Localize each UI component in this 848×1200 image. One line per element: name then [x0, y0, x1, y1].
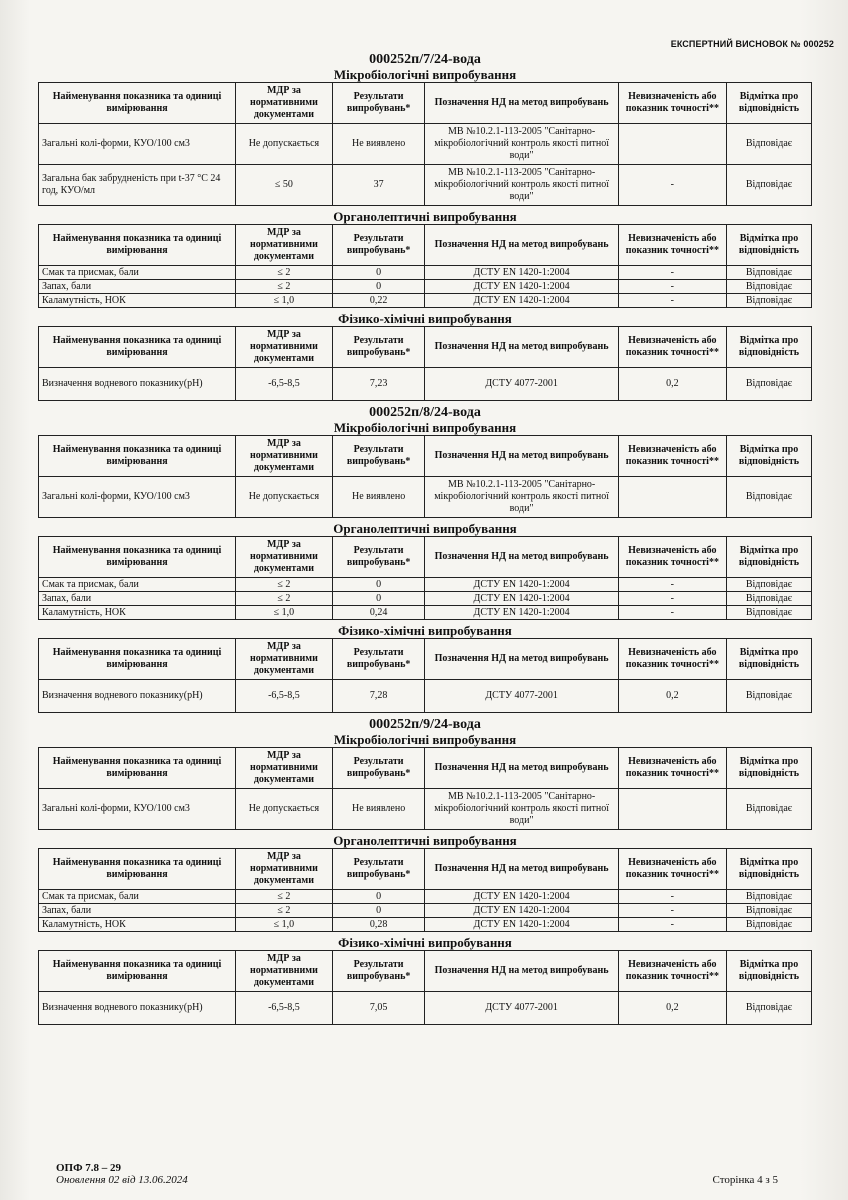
column-header-results: Результати випробувань*	[332, 748, 425, 789]
column-header-mdr: МДР за нормативними документами	[236, 639, 333, 680]
table-header-row	[39, 951, 812, 992]
column-header-name: Найменування показника та одиниці вимірювання	[39, 849, 236, 890]
column-header-mark: Відмітка про відповідність	[726, 951, 811, 992]
column-header-name: Найменування показника та одиниці вимірювання	[39, 327, 236, 368]
column-header-mdr: МДР за нормативними документами	[236, 748, 333, 789]
cell-result: Не виявлено	[332, 789, 425, 830]
cell-mark: Відповідає	[726, 904, 811, 918]
table-row	[39, 890, 812, 904]
cell-mdr: ≤ 1,0	[236, 294, 333, 308]
results-table	[38, 536, 812, 620]
cell-result: 7,28	[332, 680, 425, 713]
form-code: ОПФ 7.8 – 29	[56, 1162, 122, 1174]
cell-mark: Відповідає	[726, 918, 811, 932]
cell-mark: Відповідає	[726, 368, 811, 401]
cell-nd: МВ №10.2.1-113-2005 "Санітарно-мікробіологічний контроль якості питної води"	[425, 124, 618, 165]
cell-mark: Відповідає	[726, 992, 811, 1025]
cell-mark: Відповідає	[726, 124, 811, 165]
table-header-row	[39, 537, 812, 578]
cell-result: 0	[332, 904, 425, 918]
cell-nd: ДСТУ 4077-2001	[425, 368, 618, 401]
cell-uncert: 0,2	[618, 368, 726, 401]
cell-result: Не виявлено	[332, 477, 425, 518]
cell-result: 0	[332, 592, 425, 606]
cell-name: Каламутність, НОК	[39, 918, 236, 932]
table-row	[39, 165, 812, 206]
column-header-uncert: Невизначеність або показник точності**	[618, 951, 726, 992]
cell-result: Не виявлено	[332, 124, 425, 165]
cell-nd: ДСТУ EN 1420-1:2004	[425, 294, 618, 308]
column-header-results: Результати випробувань*	[332, 436, 425, 477]
table-row	[39, 904, 812, 918]
organoleptic-section	[38, 834, 812, 932]
cell-result: 7,05	[332, 992, 425, 1025]
cell-mdr: -6,5-8,5	[236, 680, 333, 713]
column-header-nd: Позначення НД на метод випробувань	[425, 225, 618, 266]
cell-name: Загальні колі-форми, КУО/100 см3	[39, 789, 236, 830]
form-footer	[56, 1162, 188, 1186]
cell-mark: Відповідає	[726, 890, 811, 904]
table-row	[39, 918, 812, 932]
organoleptic-section-title: Органолептичні випробування	[333, 521, 517, 536]
cell-mdr: ≤ 1,0	[236, 918, 333, 932]
results-table	[38, 224, 812, 308]
cell-uncert: -	[618, 294, 726, 308]
sample-title: 000252п/8/24-вода	[369, 405, 481, 420]
cell-uncert: -	[618, 266, 726, 280]
table-row	[39, 266, 812, 280]
cell-mark: Відповідає	[726, 680, 811, 713]
column-header-mark: Відмітка про відповідність	[726, 83, 811, 124]
cell-name: Визначення водневого показнику(рН)	[39, 992, 236, 1025]
physico-chemical-section-title: Фізико-хімічні випробування	[338, 623, 512, 638]
column-header-uncert: Невизначеність або показник точності**	[618, 639, 726, 680]
cell-result: 0,24	[332, 606, 425, 620]
cell-nd: ДСТУ EN 1420-1:2004	[425, 918, 618, 932]
column-header-mark: Відмітка про відповідність	[726, 537, 811, 578]
cell-uncert: -	[618, 592, 726, 606]
column-header-nd: Позначення НД на метод випробувань	[425, 849, 618, 890]
column-header-nd: Позначення НД на метод випробувань	[425, 436, 618, 477]
results-table	[38, 848, 812, 932]
column-header-results: Результати випробувань*	[332, 951, 425, 992]
cell-uncert: -	[618, 890, 726, 904]
cell-mdr: Не допускається	[236, 789, 333, 830]
cell-mark: Відповідає	[726, 165, 811, 206]
column-header-mdr: МДР за нормативними документами	[236, 951, 333, 992]
cell-result: 0	[332, 890, 425, 904]
results-table	[38, 326, 812, 401]
cell-uncert: -	[618, 578, 726, 592]
cell-nd: ДСТУ 4077-2001	[425, 992, 618, 1025]
table-header-row	[39, 436, 812, 477]
cell-name: Загальні колі-форми, КУО/100 см3	[39, 124, 236, 165]
cell-mdr: -6,5-8,5	[236, 368, 333, 401]
column-header-results: Результати випробувань*	[332, 83, 425, 124]
column-header-name: Найменування показника та одиниці вимірювання	[39, 83, 236, 124]
cell-name: Загальна бак забрудненість при t-37 °С 24 год, КУО/мл	[39, 165, 236, 206]
cell-result: 0	[332, 266, 425, 280]
cell-result: 0,22	[332, 294, 425, 308]
table-row	[39, 592, 812, 606]
results-table	[38, 435, 812, 518]
column-header-uncert: Невизначеність або показник точності**	[618, 849, 726, 890]
cell-mdr: ≤ 2	[236, 578, 333, 592]
table-header-row	[39, 327, 812, 368]
column-header-nd: Позначення НД на метод випробувань	[425, 748, 618, 789]
column-header-uncert: Невизначеність або показник точності**	[618, 537, 726, 578]
cell-mark: Відповідає	[726, 578, 811, 592]
cell-result: 7,23	[332, 368, 425, 401]
results-table	[38, 82, 812, 206]
column-header-mark: Відмітка про відповідність	[726, 748, 811, 789]
column-header-name: Найменування показника та одиниці вимірювання	[39, 748, 236, 789]
table-row	[39, 280, 812, 294]
column-header-mdr: МДР за нормативними документами	[236, 537, 333, 578]
column-header-mark: Відмітка про відповідність	[726, 849, 811, 890]
cell-mark: Відповідає	[726, 477, 811, 518]
results-table	[38, 638, 812, 713]
form-update-date: Оновлення 02 від 13.06.2024	[56, 1174, 188, 1186]
organoleptic-section-title: Органолептичні випробування	[333, 209, 517, 224]
cell-uncert: -	[618, 165, 726, 206]
cell-name: Каламутність, НОК	[39, 294, 236, 308]
cell-mark: Відповідає	[726, 280, 811, 294]
cell-name: Визначення водневого показнику(рН)	[39, 680, 236, 713]
table-header-row	[39, 748, 812, 789]
table-row	[39, 680, 812, 713]
column-header-nd: Позначення НД на метод випробувань	[425, 639, 618, 680]
cell-mark: Відповідає	[726, 592, 811, 606]
page-number: Сторінка 4 з 5	[712, 1174, 778, 1186]
cell-mark: Відповідає	[726, 266, 811, 280]
cell-result: 0,28	[332, 918, 425, 932]
table-header-row	[39, 849, 812, 890]
cell-name: Запах, бали	[39, 592, 236, 606]
column-header-name: Найменування показника та одиниці вимірювання	[39, 951, 236, 992]
organoleptic-section	[38, 522, 812, 620]
column-header-mdr: МДР за нормативними документами	[236, 849, 333, 890]
column-header-uncert: Невизначеність або показник точності**	[618, 83, 726, 124]
physico-chemical-section-title: Фізико-хімічні випробування	[338, 311, 512, 326]
sample-title: 000252п/7/24-вода	[369, 52, 481, 67]
organoleptic-section-title: Органолептичні випробування	[333, 833, 517, 848]
cell-nd: ДСТУ EN 1420-1:2004	[425, 606, 618, 620]
cell-name: Запах, бали	[39, 904, 236, 918]
column-header-results: Результати випробувань*	[332, 225, 425, 266]
cell-mark: Відповідає	[726, 606, 811, 620]
column-header-mdr: МДР за нормативними документами	[236, 225, 333, 266]
cell-uncert: -	[618, 280, 726, 294]
cell-nd: ДСТУ EN 1420-1:2004	[425, 592, 618, 606]
cell-mdr: Не допускається	[236, 124, 333, 165]
column-header-uncert: Невизначеність або показник точності**	[618, 225, 726, 266]
column-header-uncert: Невизначеність або показник точності**	[618, 748, 726, 789]
column-header-mark: Відмітка про відповідність	[726, 225, 811, 266]
organoleptic-section	[38, 210, 812, 308]
cell-nd: МВ №10.2.1-113-2005 "Санітарно-мікробіологічний контроль якості питної води"	[425, 477, 618, 518]
cell-nd: ДСТУ EN 1420-1:2004	[425, 266, 618, 280]
cell-mdr: ≤ 1,0	[236, 606, 333, 620]
column-header-nd: Позначення НД на метод випробувань	[425, 83, 618, 124]
sample-title: 000252п/9/24-вода	[369, 717, 481, 732]
column-header-mark: Відмітка про відповідність	[726, 639, 811, 680]
results-table	[38, 950, 812, 1025]
table-header-row	[39, 225, 812, 266]
table-row	[39, 992, 812, 1025]
cell-result: 37	[332, 165, 425, 206]
cell-name: Смак та присмак, бали	[39, 578, 236, 592]
cell-mdr: Не допускається	[236, 477, 333, 518]
column-header-results: Результати випробувань*	[332, 537, 425, 578]
column-header-uncert: Невизначеність або показник точності**	[618, 436, 726, 477]
column-header-uncert: Невизначеність або показник точності**	[618, 327, 726, 368]
cell-mdr: ≤ 2	[236, 904, 333, 918]
cell-result: 0	[332, 280, 425, 294]
cell-uncert	[618, 124, 726, 165]
cell-name: Смак та присмак, бали	[39, 890, 236, 904]
cell-mdr: ≤ 2	[236, 266, 333, 280]
cell-mdr: ≤ 2	[236, 592, 333, 606]
column-header-results: Результати випробувань*	[332, 327, 425, 368]
results-table	[38, 747, 812, 830]
column-header-mark: Відмітка про відповідність	[726, 436, 811, 477]
document-reference: ЕКСПЕРТНИЙ ВИСНОВОК № 000252	[670, 39, 834, 49]
cell-result: 0	[332, 578, 425, 592]
physico-chemical-section	[38, 312, 812, 401]
microbiology-section-title: Мікробіологічні випробування	[333, 732, 517, 747]
cell-nd: ДСТУ 4077-2001	[425, 680, 618, 713]
column-header-mark: Відмітка про відповідність	[726, 327, 811, 368]
cell-uncert: -	[618, 606, 726, 620]
column-header-results: Результати випробувань*	[332, 849, 425, 890]
cell-uncert: 0,2	[618, 680, 726, 713]
column-header-mdr: МДР за нормативними документами	[236, 83, 333, 124]
cell-nd: ДСТУ EN 1420-1:2004	[425, 280, 618, 294]
report-content	[38, 52, 812, 1029]
microbiology-section-title: Мікробіологічні випробування	[333, 420, 517, 435]
column-header-results: Результати випробувань*	[332, 639, 425, 680]
table-row	[39, 368, 812, 401]
cell-uncert	[618, 477, 726, 518]
table-row	[39, 789, 812, 830]
column-header-nd: Позначення НД на метод випробувань	[425, 951, 618, 992]
cell-mdr: ≤ 50	[236, 165, 333, 206]
cell-nd: МВ №10.2.1-113-2005 "Санітарно-мікробіологічний контроль якості питної води"	[425, 165, 618, 206]
cell-mdr: -6,5-8,5	[236, 992, 333, 1025]
table-row	[39, 606, 812, 620]
microbiology-section	[38, 421, 812, 518]
microbiology-section	[38, 733, 812, 830]
physico-chemical-section-title: Фізико-хімічні випробування	[338, 935, 512, 950]
cell-uncert	[618, 789, 726, 830]
table-row	[39, 477, 812, 518]
physico-chemical-section	[38, 936, 812, 1025]
column-header-mdr: МДР за нормативними документами	[236, 327, 333, 368]
cell-mdr: ≤ 2	[236, 280, 333, 294]
cell-nd: ДСТУ EN 1420-1:2004	[425, 578, 618, 592]
column-header-nd: Позначення НД на метод випробувань	[425, 537, 618, 578]
cell-name: Смак та присмак, бали	[39, 266, 236, 280]
table-header-row	[39, 83, 812, 124]
column-header-name: Найменування показника та одиниці вимірювання	[39, 537, 236, 578]
cell-uncert: -	[618, 904, 726, 918]
table-row	[39, 578, 812, 592]
cell-nd: ДСТУ EN 1420-1:2004	[425, 890, 618, 904]
table-header-row	[39, 639, 812, 680]
cell-nd: МВ №10.2.1-113-2005 "Санітарно-мікробіологічний контроль якості питної води"	[425, 789, 618, 830]
table-row	[39, 124, 812, 165]
cell-mdr: ≤ 2	[236, 890, 333, 904]
column-header-name: Найменування показника та одиниці вимірювання	[39, 225, 236, 266]
cell-name: Визначення водневого показнику(рН)	[39, 368, 236, 401]
column-header-nd: Позначення НД на метод випробувань	[425, 327, 618, 368]
cell-nd: ДСТУ EN 1420-1:2004	[425, 904, 618, 918]
cell-mark: Відповідає	[726, 294, 811, 308]
microbiology-section-title: Мікробіологічні випробування	[333, 67, 517, 82]
physico-chemical-section	[38, 624, 812, 713]
cell-name: Запах, бали	[39, 280, 236, 294]
cell-name: Каламутність, НОК	[39, 606, 236, 620]
cell-uncert: -	[618, 918, 726, 932]
cell-uncert: 0,2	[618, 992, 726, 1025]
microbiology-section	[38, 68, 812, 206]
table-row	[39, 294, 812, 308]
column-header-mdr: МДР за нормативними документами	[236, 436, 333, 477]
column-header-name: Найменування показника та одиниці вимірювання	[39, 639, 236, 680]
cell-mark: Відповідає	[726, 789, 811, 830]
column-header-name: Найменування показника та одиниці вимірювання	[39, 436, 236, 477]
cell-name: Загальні колі-форми, КУО/100 см3	[39, 477, 236, 518]
